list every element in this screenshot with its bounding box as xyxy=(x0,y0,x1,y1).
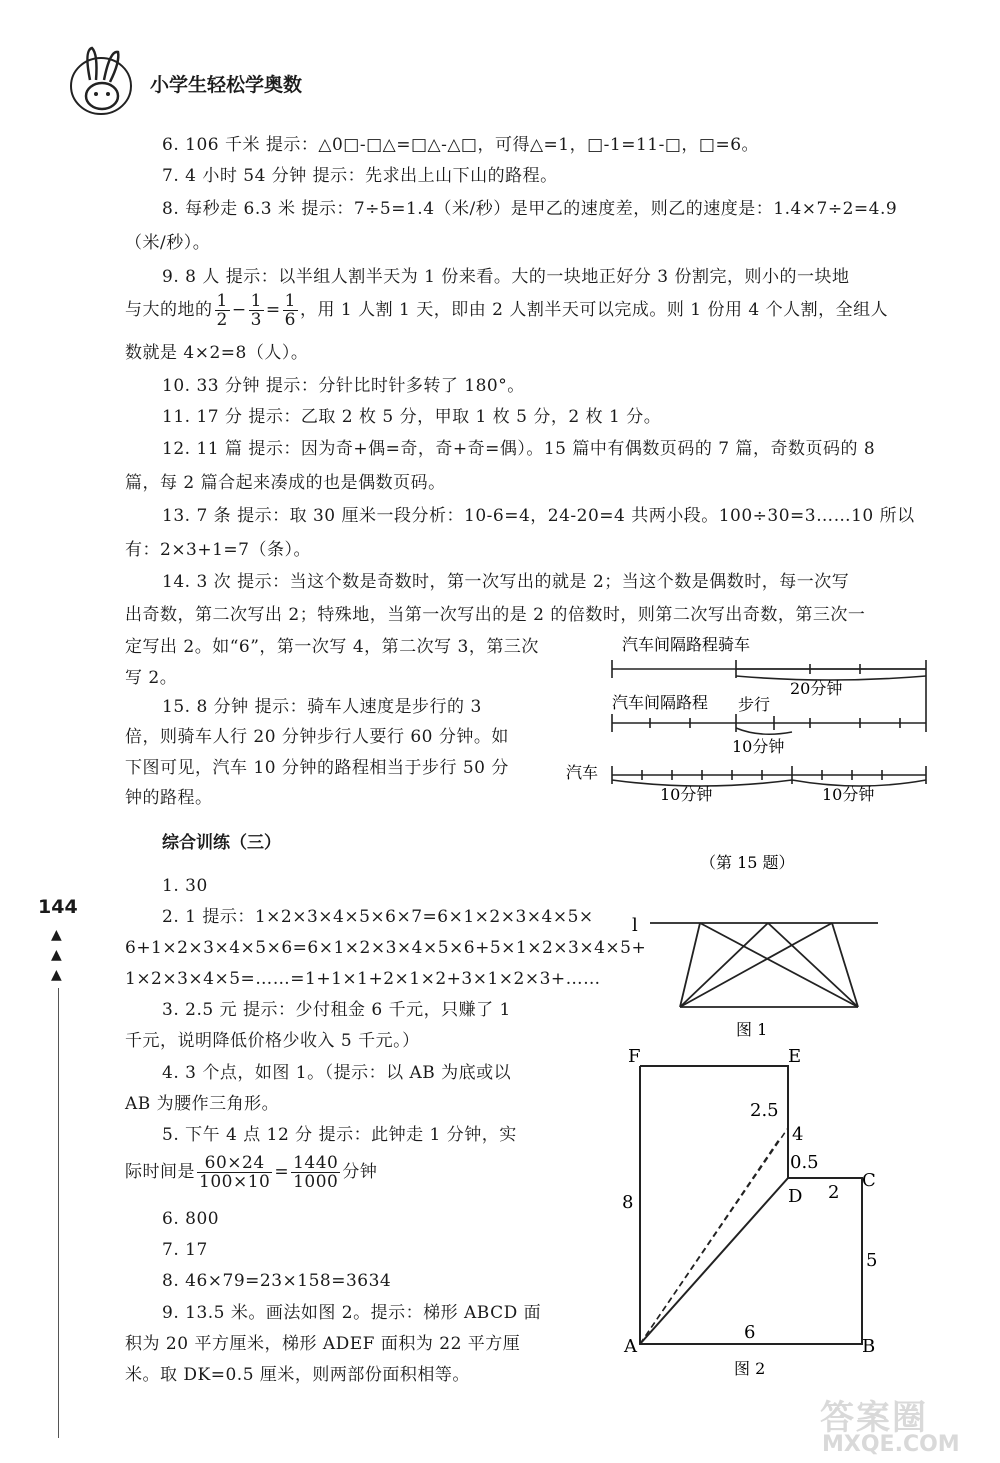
text-line: 篇，每 2 篇合起来凑成的也是偶数页码。 xyxy=(125,473,446,493)
operator: = xyxy=(274,1162,290,1182)
fig2-dim-2-5: 2.5 xyxy=(750,1100,779,1121)
text-line: （米/秒）。 xyxy=(125,233,211,253)
text-line: 6+1×2×3×4×5×6=6×1×2×3×4×5×6+5×1×2×3×4×5+ xyxy=(125,938,647,958)
text-line: 12. 11 篇 提示：因为奇+偶=奇，奇+奇=偶）。15 篇中有偶数页码的 7 篇，奇数页码的 8 xyxy=(162,439,876,459)
triangle-icon: ▲ xyxy=(51,947,62,963)
margin-rule xyxy=(58,988,59,1438)
fraction-line xyxy=(125,290,888,330)
fig2-label-E: E xyxy=(788,1046,802,1067)
fig15-walk-time: 10分钟 xyxy=(732,737,785,756)
text-span: 分钟 xyxy=(342,1162,378,1182)
fig1-line-label: l xyxy=(632,915,638,936)
text-line: 米。取 DK=0.5 厘米，则两部份面积相等。 xyxy=(125,1365,470,1385)
fig15-caption: （第 15 题） xyxy=(700,853,795,870)
text-line: 15. 8 分钟 提示：骑车人速度是步行的 3 xyxy=(162,697,482,717)
fig2-dim-0-5: 0.5 xyxy=(790,1152,819,1173)
text-line: 数就是 4×2=8（人）。 xyxy=(125,343,309,363)
triangle-icon: ▲ xyxy=(51,967,62,983)
fraction-line xyxy=(125,1152,377,1192)
text-line: 定写出 2。如“6”，第一次写 4，第二次写 3，第三次 xyxy=(125,637,539,657)
fig2-dim-4: 4 xyxy=(792,1124,804,1145)
rabbit-logo-icon xyxy=(62,40,140,120)
fig2-label-D: D xyxy=(788,1186,803,1207)
text-line: 7. 17 xyxy=(162,1240,208,1260)
figure-1 xyxy=(620,905,890,1040)
text-line: 1×2×3×4×5=……=1+1×1+2×1×2+3×1×2×3+…… xyxy=(125,969,601,989)
text-line: 写 2。 xyxy=(125,668,178,688)
operator: − xyxy=(231,300,247,320)
fig15-bike-time: 20分钟 xyxy=(790,679,843,698)
page-number: 144 xyxy=(38,896,78,918)
section-title: 综合训练（三） xyxy=(162,833,281,853)
text-line: 7. 4 小时 54 分钟 提示：先求出上山下山的路程。 xyxy=(162,166,558,186)
header-title: 小学生轻松学奥数 xyxy=(150,74,303,96)
fig2-dim-6: 6 xyxy=(744,1322,756,1343)
figure-2 xyxy=(600,1040,900,1380)
fig2-dim-5: 5 xyxy=(866,1250,878,1271)
text-line: 9. 8 人 提示：以半组人割半天为 1 份来看。大的一块地正好分 3 份割完，则小的一块地 xyxy=(162,267,850,287)
text-line: 9. 13.5 米。画法如图 2。提示：梯形 ABCD 面 xyxy=(162,1303,542,1323)
watermark-logo: 答案圈 xyxy=(820,1398,928,1438)
fraction: $\frac{1}{6}$ xyxy=(284,291,296,330)
fig15-bus-time-2: 10分钟 xyxy=(822,785,875,804)
fig15-bike-label: 汽车间隔路程骑车 xyxy=(622,635,751,654)
text-line: 1. 30 xyxy=(162,876,208,896)
text-line: 6. 106 千米 提示：△0□-□△=□△-△□，可得△=1，□-1=11-□，□=6。 xyxy=(162,135,760,155)
text-line: 倍，则骑车人行 20 分钟步行人要行 60 分钟。如 xyxy=(125,727,509,747)
fig2-label-F: F xyxy=(628,1046,641,1067)
text-span: 际时间是 xyxy=(125,1162,195,1182)
text-line: AB 为腰作三角形。 xyxy=(125,1094,280,1114)
fig1-caption: 图 1 xyxy=(736,1020,768,1039)
text-line: 出奇数，第二次写出 2；特殊地，当第一次写出的是 2 的倍数时，则第二次写出奇数，第三次一 xyxy=(125,605,866,625)
text-line: 8. 每秒走 6.3 米 提示：7÷5=1.4（米/秒）是甲乙的速度差，则乙的速度是：1.4×7÷2=4.9 xyxy=(162,199,898,219)
text-span: ，用 1 人割 1 天，即由 2 人割半天可以完成。则 1 份用 4 个人割，全组人 xyxy=(299,300,889,320)
text-line: 千元，说明降低价格少收入 5 千元。） xyxy=(125,1031,420,1051)
text-line: 3. 2.5 元 提示：少付租金 6 千元，只赚了 1 xyxy=(162,1000,511,1020)
fraction: $\frac{1}{2}$ xyxy=(216,291,228,330)
fig2-dim-8: 8 xyxy=(622,1192,634,1213)
text-line: 5. 下午 4 点 12 分 提示：此钟走 1 分钟，实 xyxy=(162,1125,517,1145)
watermark-url: MXQE.COM xyxy=(822,1432,960,1457)
text-line: 有：2×3+1=7（条）。 xyxy=(125,540,311,560)
text-line: 6. 800 xyxy=(162,1209,220,1229)
fig2-label-A: A xyxy=(624,1336,637,1357)
fig2-caption: 图 2 xyxy=(734,1359,766,1378)
text-line: 14. 3 次 提示：当这个数是奇数时，第一次写出的就是 2；当这个数是偶数时，每一次写 xyxy=(162,572,850,592)
fraction: $\frac{60\times 24}{100\times 10}$ xyxy=(199,1153,271,1192)
fig15-walk-label: 汽车间隔路程 xyxy=(612,693,709,712)
fig2-dim-2: 2 xyxy=(828,1182,840,1203)
text-line: 积为 20 平方厘米，梯形 ADEF 面积为 22 平方厘 xyxy=(125,1334,521,1354)
fig15-walk-part: 步行 xyxy=(738,695,771,714)
fig2-label-C: C xyxy=(862,1170,876,1191)
fraction: $\frac{1}{3}$ xyxy=(250,291,262,330)
fig2-label-B: B xyxy=(862,1336,876,1357)
text-line: 10. 33 分钟 提示：分针比时针多转了 180°。 xyxy=(162,376,525,396)
text-line: 4. 3 个点，如图 1。（提示：以 AB 为底或以 xyxy=(162,1063,512,1083)
text-line: 13. 7 条 提示：取 30 厘米一段分析：10-6=4，24-20=4 共两小段。100÷30=3……10 所以 xyxy=(162,506,915,526)
text-line: 下图可见，汽车 10 分钟的路程相当于步行 50 分 xyxy=(125,758,509,778)
text-line: 11. 17 分 提示：乙取 2 枚 5 分，甲取 1 枚 5 分，2 枚 1 分。 xyxy=(162,407,662,427)
figure-15 xyxy=(560,620,980,870)
text-line: 8. 46×79=23×158=3634 xyxy=(162,1271,392,1291)
text-line: 2. 1 提示：1×2×3×4×5×6×7=6×1×2×3×4×5× xyxy=(162,907,594,927)
fig15-bus-time-1: 10分钟 xyxy=(660,785,713,804)
text-span: 与大的地的 xyxy=(125,300,213,320)
fig15-bus-label: 汽车 xyxy=(566,763,599,782)
text-line: 钟的路程。 xyxy=(125,788,213,808)
triangle-icon: ▲ xyxy=(51,927,62,943)
fraction: $\frac{1440}{1000}$ xyxy=(293,1153,339,1192)
operator: = xyxy=(265,300,281,320)
